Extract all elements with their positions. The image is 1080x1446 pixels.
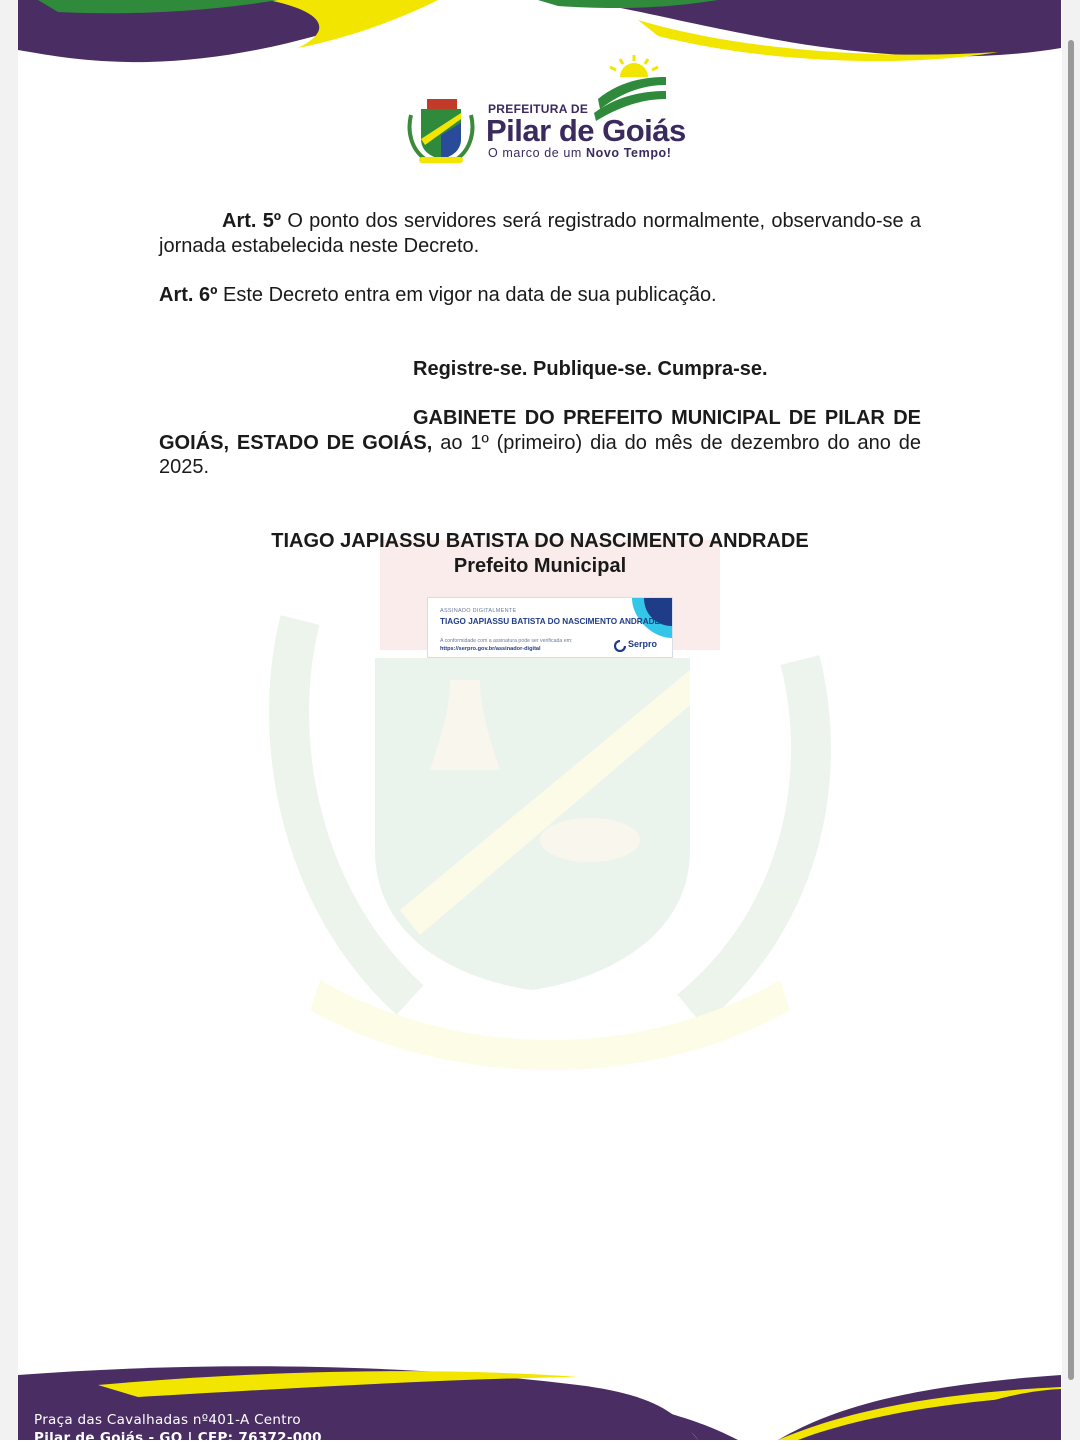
footer-address-line-1: Praça das Cavalhadas nº401-A Centro [34,1412,301,1428]
stamp-label: ASSINADO DIGITALMENTE [440,608,517,614]
gabinete-date-paragraph: GABINETE DO PREFEITO MUNICIPAL DE PILAR DE GOIÁS, ESTADO DE GOIÁS, ao 1º (primeiro) dia do mês de dezembro do ano de 2025. [159,407,922,478]
page-left-margin [0,0,18,1440]
registre-closing: Registre-se. Publique-se. Cumpra-se. [413,358,768,380]
bottom-wave-decoration [18,1365,1061,1440]
footer-address-line-2: Pilar de Goiás - GO | CEP: 76372-000 [34,1430,322,1446]
stamp-verification-link[interactable]: https://serpro.gov.br/assinador-digital [440,646,541,652]
stamp-signer-name: TIAGO JAPIASSU BATISTA DO NASCIMENTO ANDRADE [440,617,661,626]
stamp-verification-note: A conformidade com a assinatura pode ser verificada em: [440,638,573,644]
signatory-role: Prefeito Municipal [453,555,627,577]
stamp-brand: Serpro [628,639,658,649]
signatory-name: TIAGO JAPIASSU BATISTA DO NASCIMENTO ANDRADE [271,530,809,552]
logo-slogan: O marco de um Novo Tempo! [488,146,672,160]
digital-signature-stamp [427,597,673,658]
coat-of-arms-icon [405,95,477,165]
serpro-icon [614,640,626,652]
logo-city-name: Pilar de Goiás [486,113,686,148]
article-5: Art. 5º O ponto dos servidores será registrado normalmente, observando-se a jornada estabelecida neste Decreto. [159,210,921,257]
article-6: Art. 6º Este Decreto entra em vigor na data de sua publicação. [159,284,717,306]
prefeitura-logo [405,55,705,170]
logo-prefix: PREFEITURA DE [488,102,589,116]
scrollbar[interactable] [1068,40,1074,1380]
